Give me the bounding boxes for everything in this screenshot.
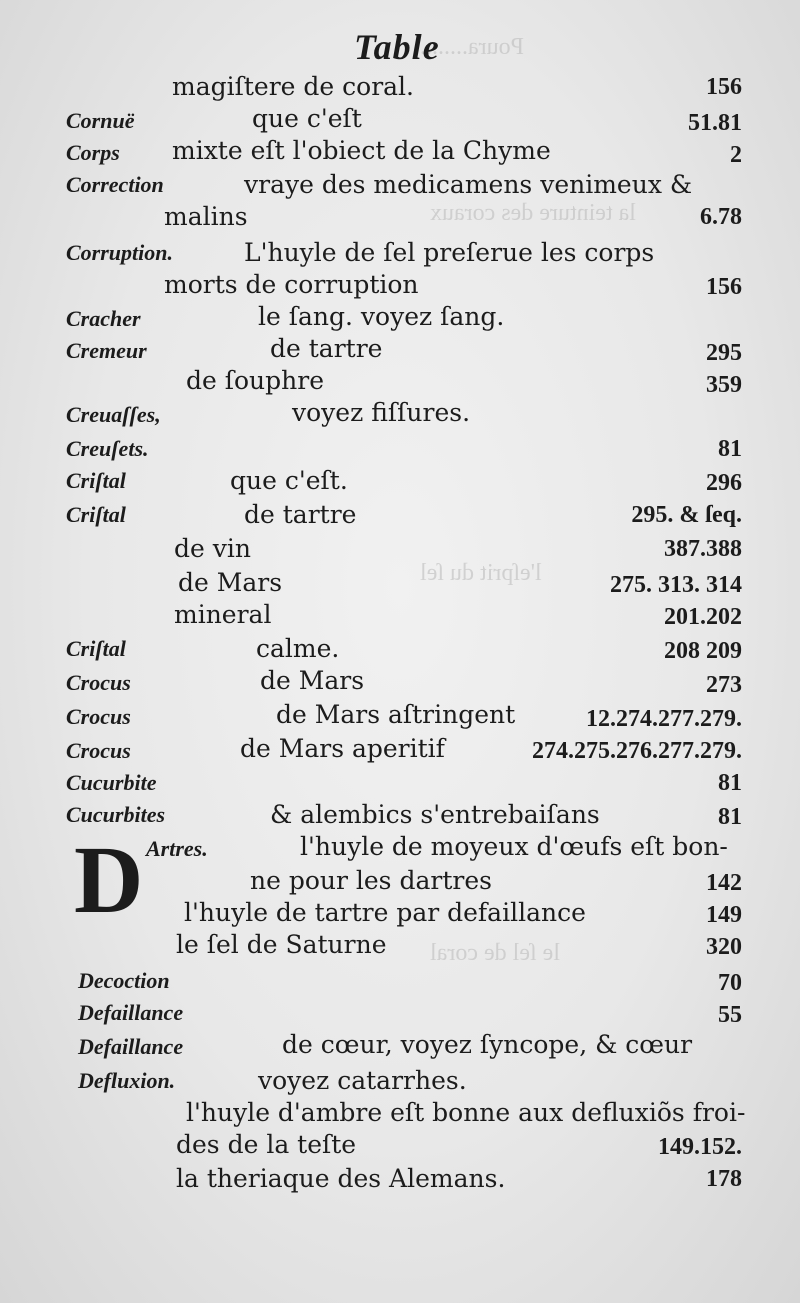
page-reference: 275. 313. 314 [610, 572, 742, 598]
page-reference: 156 [706, 74, 742, 100]
entry-keyword: Cremeur [66, 338, 147, 363]
entry-text: morts de corruption [164, 270, 419, 299]
entry-text: de Mars aperitif [240, 734, 445, 763]
bleed-through: la teinture des coraux [430, 200, 636, 226]
entry-keyword: Decoction [78, 968, 170, 993]
entry-keyword: Defaillance [78, 1000, 184, 1025]
entry-keyword: Crocus [66, 670, 131, 695]
page-reference: 149.152. [658, 1134, 742, 1160]
entry-text: l'huyle de moyeux d'œufs eſt bon- [300, 832, 728, 861]
entry-text: & alembics s'entrebaiſans [270, 800, 600, 829]
bleed-through: Poura........ [420, 34, 524, 60]
entry-text: mineral [174, 600, 272, 629]
page-reference: 201.202 [664, 604, 742, 630]
entry-text: L'huyle de ſel preſerue les corps [244, 238, 655, 267]
bleed-through: le ſel de coral [430, 940, 560, 966]
entry-keyword: Creuſets. [66, 436, 149, 461]
entry-keyword: Defluxion. [78, 1068, 176, 1093]
page-reference: 81 [718, 436, 742, 462]
entry-text: mixte eſt l'obiect de la Chyme [172, 136, 551, 165]
entry-text: ne pour les dartres [250, 866, 492, 895]
entry-text: de Mars [260, 666, 365, 695]
page-reference: 6.78 [700, 204, 742, 230]
entry-keyword: Cornuë [66, 108, 135, 133]
entry-keyword: Artres. [146, 836, 208, 861]
entry-text: la theriaque des Alemans. [176, 1164, 506, 1193]
entry-text: l'huyle d'ambre eſt bonne aux defluxiõs froi- [186, 1098, 746, 1127]
page-reference: 156 [706, 274, 742, 300]
page-reference: 295. & ſeq. [631, 502, 742, 528]
page-reference: 142 [706, 870, 742, 896]
entry-keyword: Corruption. [66, 240, 173, 265]
entry-text: le ſang. voyez ſang. [258, 302, 505, 331]
page-reference: 295 [706, 340, 742, 366]
entry-keyword: Creuaſſes, [66, 402, 161, 427]
entry-text: de vin [174, 534, 251, 563]
page-reference: 320 [706, 934, 742, 960]
page-reference: 208 209 [664, 638, 742, 664]
entry-keyword: Crocus [66, 704, 131, 729]
page-reference: 178 [706, 1166, 742, 1192]
page-reference: 70 [718, 970, 742, 996]
page-reference: 274.275.276.277.279. [532, 738, 742, 764]
drop-cap: D [74, 826, 144, 933]
entry-text: de tartre [270, 334, 383, 363]
entry-text: que c'eſt. [230, 466, 348, 495]
bleed-through: l'eſprit du ſel [420, 560, 542, 586]
entry-keyword: Cracher [66, 306, 141, 331]
page-reference: 359 [706, 372, 742, 398]
entry-text: l'huyle de tartre par defaillance [184, 898, 586, 927]
entry-text: de cœur, voyez ſyncope, & cœur [282, 1030, 693, 1059]
entry-text: voyez catarrhes. [258, 1066, 467, 1095]
entry-text: de ſouphre [186, 366, 325, 395]
entry-text: calme. [256, 634, 340, 663]
entry-text: vraye des medicamens venimeux & [244, 170, 693, 199]
page-reference: 81 [718, 770, 742, 796]
page-reference: 12.274.277.279. [586, 706, 742, 732]
entry-keyword: Correction [66, 172, 164, 197]
page-reference: 81 [718, 804, 742, 830]
page-reference: 51.81 [688, 110, 742, 136]
entry-keyword: Defaillance [78, 1034, 184, 1059]
entry-text: magiſtere de coral. [172, 72, 414, 101]
entry-keyword: Crocus [66, 738, 131, 763]
page-reference: 273 [706, 672, 742, 698]
page-reference: 296 [706, 470, 742, 496]
entry-text: de tartre [244, 500, 357, 529]
entry-text: de Mars [178, 568, 283, 597]
entry-keyword: Cucurbites [66, 802, 166, 827]
entry-text: le ſel de Saturne [176, 930, 387, 959]
entry-keyword: Criſtal [66, 502, 126, 527]
page-reference: 2 [730, 142, 742, 168]
entry-keyword: Criſtal [66, 468, 126, 493]
entry-keyword: Corps [66, 140, 120, 165]
page-title: Table [354, 27, 440, 67]
entry-text: que c'eſt [252, 104, 362, 133]
page-reference: 387.388 [664, 536, 742, 562]
entry-text: voyez fiſſures. [292, 398, 471, 427]
page-reference: 55 [718, 1002, 742, 1028]
entry-keyword: Cucurbite [66, 770, 157, 795]
entry-keyword: Criſtal [66, 636, 126, 661]
entry-text: des de la teſte [176, 1130, 357, 1159]
entry-text: malins [164, 202, 248, 231]
entry-text: de Mars aſtringent [276, 700, 516, 729]
page-reference: 149 [706, 902, 742, 928]
